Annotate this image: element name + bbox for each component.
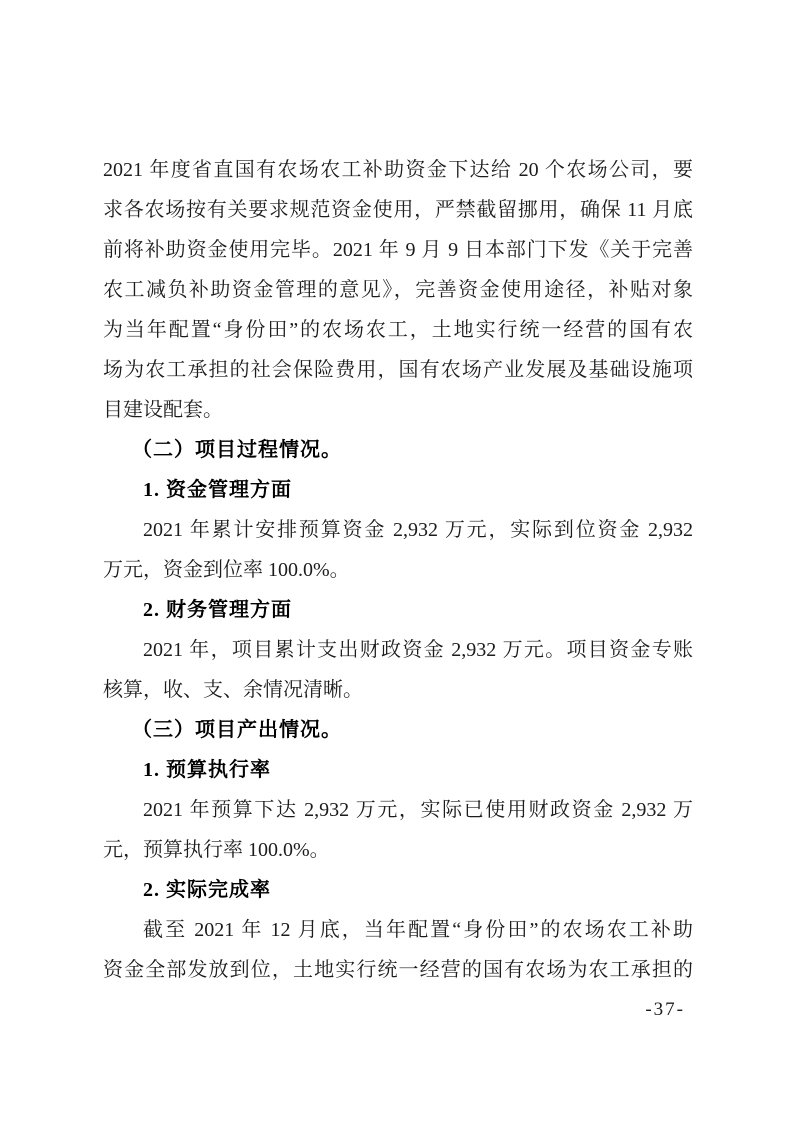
section-heading: 1. 预算执行率 — [143, 759, 271, 781]
section-heading: 1. 资金管理方面 — [143, 479, 292, 501]
text-line: 求各农场按有关要求规范资金使用，严禁截留挪用，确保 11 月底 — [103, 199, 693, 221]
document-body — [103, 150, 693, 1030]
text-line: 截至 2021 年 12 月底，当年配置“身份田”的农场农工补助 — [143, 919, 693, 941]
page-number: -37- — [645, 999, 685, 1020]
text-line: 场为农工承担的社会保险费用，国有农场产业发展及基础设施项 — [103, 359, 693, 381]
text-line: 元，预算执行率 100.0%。 — [103, 839, 330, 861]
section-heading: 2. 实际完成率 — [143, 879, 271, 901]
text-line: 前将补助资金使用完毕。2021 年 9 月 9 日本部门下发《关于完善 — [103, 239, 693, 261]
text-line: 农工减负补助资金管理的意见》，完善资金使用途径，补贴对象 — [103, 279, 693, 301]
text-line: 2021 年预算下达 2,932 万元，实际已使用财政资金 2,932 万 — [143, 799, 693, 821]
section-heading: 2. 财务管理方面 — [143, 599, 292, 621]
text-line: 为当年配置“身份田”的农场农工，土地实行统一经营的国有农 — [103, 319, 693, 341]
text-line: 2021 年累计安排预算资金 2,932 万元，实际到位资金 2,932 — [143, 519, 693, 541]
section-heading: （三）项目产出情况。 — [132, 719, 342, 741]
text-line: 2021 年度省直国有农场农工补助资金下达给 20 个农场公司，要 — [103, 159, 693, 181]
text-line: 目建设配套。 — [103, 399, 223, 421]
text-line: 2021 年，项目累计支出财政资金 2,932 万元。项目资金专账 — [143, 639, 693, 661]
text-line: 资金全部发放到位，土地实行统一经营的国有农场为农工承担的 — [103, 959, 693, 981]
text-line: 万元，资金到位率 100.0%。 — [103, 559, 350, 581]
text-line: 核算，收、支、余情况清晰。 — [103, 679, 363, 701]
section-heading: （二）项目过程情况。 — [132, 439, 342, 461]
